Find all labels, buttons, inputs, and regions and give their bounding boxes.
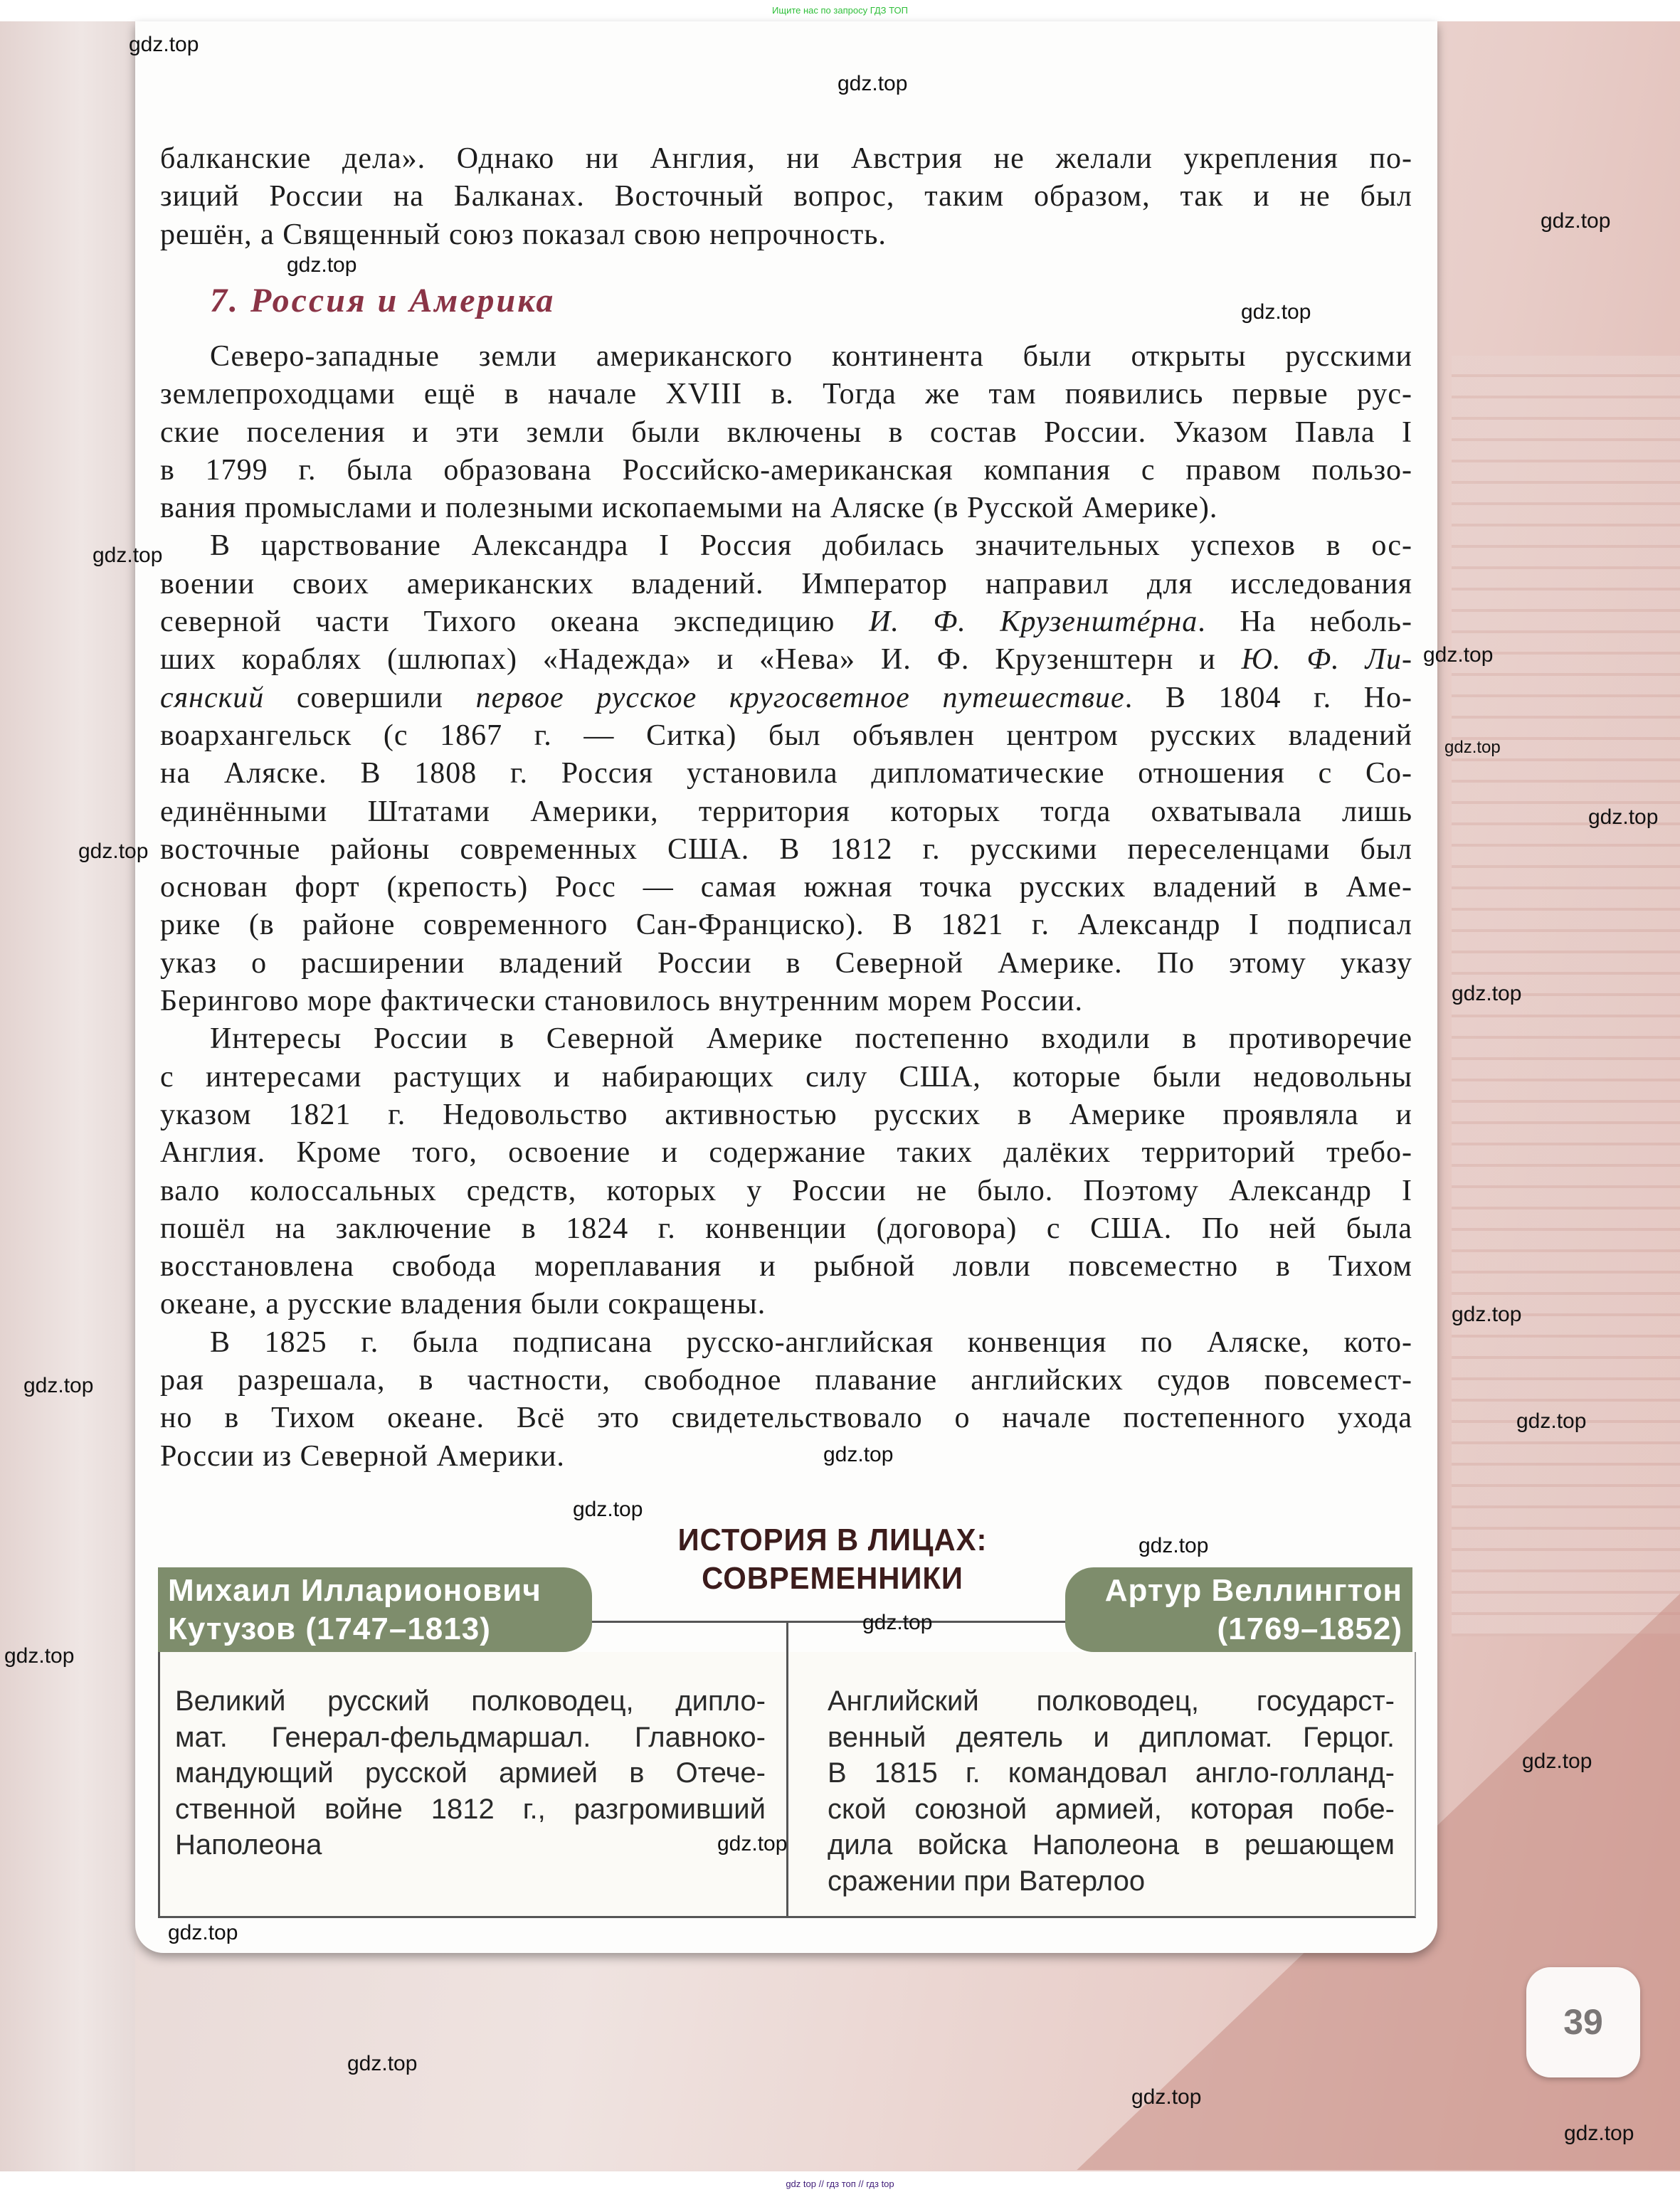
text-line: [828, 1720, 1395, 1756]
column-divider: [786, 1621, 788, 1918]
watermark: gdz.top: [838, 72, 908, 95]
italic-term: Ю. Ф. Ли-: [1241, 643, 1413, 677]
text-span: мат. Генерал-фельдмаршал. Главноко-: [175, 1721, 766, 1753]
text-span: северной части Тихого океана экспедицию: [160, 605, 870, 639]
text-span: указом 1821 г. Недовольство активностью русских в Америке проявляла и: [160, 1098, 1412, 1131]
text-line: [160, 983, 1412, 1020]
text-span: единёнными Штатами Америки, территория которых тогда охватывала лишь: [160, 795, 1412, 828]
text-line: [828, 1683, 1395, 1720]
book-gutter: [0, 21, 135, 2171]
paragraph: [160, 338, 1412, 527]
text-span: воархангельск (с 1867 г. — Ситка) был объявлен центром русских владений: [160, 719, 1412, 752]
page-number: 39: [1526, 1967, 1640, 2077]
text-span: венный деятель и дипломат. Герцог.: [828, 1721, 1395, 1753]
watermark: gdz.top: [1452, 1303, 1522, 1326]
text-line: [160, 793, 1412, 831]
box-title: [616, 1521, 1049, 1598]
section-heading: 7. Россия и Америка: [210, 282, 556, 319]
text-line: [160, 178, 1412, 216]
box-top-rule: [592, 1621, 1065, 1623]
text-line: [160, 1134, 1412, 1172]
text-line: [160, 216, 1412, 254]
text-span: землепроходцами ещё в начале XVIII в. Тогда же там появились первые рус-: [160, 378, 1412, 411]
text-line: [160, 527, 1412, 565]
text-line: [828, 1755, 1395, 1791]
text-span: с интересами растущих и набирающих силу США, которые были недовольны: [160, 1060, 1412, 1094]
watermark: gdz.top: [862, 1611, 933, 1634]
italic-term: И. Ф. Крузенштéрна: [869, 605, 1198, 639]
text-line: [175, 1755, 766, 1791]
text-span: океане, а русские владения были сокращены.: [160, 1288, 766, 1321]
text-span: Берингово море фактически становилось внутренним морем России.: [160, 985, 1083, 1018]
kutuzov-years: Кутузов (1747–1813): [168, 1611, 491, 1646]
kutuzov-name: Михаил Илларионович: [168, 1573, 541, 1608]
text-line: [160, 641, 1412, 679]
text-line: [160, 603, 1412, 641]
text-line: [160, 831, 1412, 869]
text-line: [828, 1827, 1395, 1863]
text-span: Интересы России в Северной Америке постепенно входили в противоречие: [210, 1022, 1412, 1056]
text-line: [160, 906, 1412, 944]
watermark: gdz.top: [93, 544, 163, 567]
watermark: gdz.top: [4, 1644, 75, 1668]
text-line: [175, 1720, 766, 1756]
text-span: сражении при Ватерлоо: [828, 1865, 1146, 1897]
text-line: [160, 717, 1412, 755]
text-line: [160, 755, 1412, 793]
text-line: [160, 1210, 1412, 1248]
text-span: в 1799 г. была образована Российско-американская компания с правом пользо-: [160, 453, 1412, 487]
text-span: ские поселения и эти земли были включены в состав России. Указом Павла I: [160, 415, 1412, 449]
watermark: gdz.top: [1139, 1534, 1209, 1557]
watermark: gdz.top: [1522, 1749, 1592, 1773]
text-span: Англия. Кроме того, освоение и содержание таких далёких территорий требо-: [160, 1136, 1412, 1170]
text-span: . На неболь-: [1198, 605, 1412, 639]
text-span: рая разрешала, в частности, свободное плавание английских судов повсемест-: [160, 1364, 1412, 1397]
text-line: [160, 1438, 1412, 1476]
watermark: gdz.top: [1444, 738, 1501, 757]
text-span: на Аляске. В 1808 г. Россия установила дипломатические отношения с Со-: [160, 757, 1412, 790]
wellington-description: [828, 1683, 1395, 1899]
footer-banner: gdz top // гдз топ // гдз top: [0, 2171, 1680, 2197]
text-span: . В 1804 г. Но-: [1124, 681, 1413, 714]
watermark: gdz.top: [573, 1498, 643, 1521]
wellington-label: [1065, 1567, 1412, 1652]
watermark: gdz.top: [823, 1443, 894, 1466]
watermark: gdz.top: [717, 1832, 788, 1855]
watermark: gdz.top: [1452, 982, 1522, 1005]
watermark: gdz.top: [78, 840, 149, 863]
text-span: России из Северной Америки.: [160, 1439, 565, 1473]
italic-term: первое русское кругосветное путешествие: [475, 681, 1125, 714]
watermark: gdz.top: [23, 1374, 94, 1397]
text-line: [160, 1362, 1412, 1399]
intro-paragraph: [160, 140, 1412, 254]
kutuzov-description: [175, 1683, 766, 1863]
text-line: [160, 1059, 1412, 1096]
text-line: [160, 1248, 1412, 1286]
watermark: gdz.top: [287, 253, 357, 277]
watermark: gdz.top: [1241, 300, 1311, 324]
text-span: рике (в районе современного Сан-Франциско). В 1821 г. Александр I подписал: [160, 909, 1412, 942]
text-span: вания промыслами и полезными ископаемыми на Аляске (в Русской Америке).: [160, 492, 1218, 525]
text-span: совершили: [264, 681, 476, 714]
text-span: Северо-западные земли американского континента были открыты русскими: [210, 340, 1412, 373]
text-line: [160, 566, 1412, 603]
text-line: [160, 1172, 1412, 1210]
text-line: [160, 452, 1412, 489]
text-line: [160, 679, 1412, 717]
text-line: [160, 1324, 1412, 1362]
text-span: Великий русский полководец, дипло-: [175, 1685, 766, 1717]
top-banner: Ищите нас по запросу ГДЗ ТОП: [0, 0, 1680, 21]
text-span: Английский полководец, государст-: [828, 1685, 1395, 1717]
text-line: [160, 1399, 1412, 1437]
watermark: gdz.top: [1588, 805, 1659, 829]
text-line: [160, 1020, 1412, 1058]
paragraph: [160, 1324, 1412, 1476]
wellington-years: (1769–1852): [1217, 1611, 1402, 1646]
text-line: [160, 338, 1412, 376]
watermark: gdz.top: [347, 2052, 418, 2075]
paragraph: [160, 1020, 1412, 1323]
text-line: [160, 489, 1412, 527]
text-span: ших кораблях (шлюпах) «Надежда» и «Нева» И. Ф. Крузенштерн и: [160, 643, 1242, 677]
text-span: В 1825 г. была подписана русско-английская конвенция по Аляске, кото-: [210, 1325, 1412, 1359]
text-span: основан форт (крепость) Росс — самая южная точка русских владений в Аме-: [160, 871, 1412, 904]
text-line: [160, 376, 1412, 413]
text-line: [160, 945, 1412, 983]
text-span: воении своих американских владений. Император направил для исследования: [160, 567, 1412, 600]
paragraph: [160, 527, 1412, 1020]
text-span: В царствование Александра I Россия добилась значительных успехов в ос-: [210, 529, 1412, 563]
watermark: gdz.top: [1131, 2085, 1202, 2109]
text-span: восстановлена свобода мореплавания и рыбной ловли повсеместно в Тихом: [160, 1250, 1412, 1283]
text-line: [175, 1683, 766, 1720]
text-line: [828, 1863, 1395, 1900]
text-line: [160, 1286, 1412, 1323]
text-span: пошёл на заключение в 1824 г. конвенции (договора) с США. По ней была: [160, 1212, 1412, 1245]
watermark: gdz.top: [168, 1921, 238, 1944]
watermark: gdz.top: [1541, 209, 1611, 233]
text-line: [175, 1791, 766, 1828]
box-title-line1: ИСТОРИЯ В ЛИЦАХ:: [677, 1523, 988, 1557]
text-line: [160, 1096, 1412, 1134]
text-span: дила войска Наполеона в решающем: [828, 1829, 1395, 1860]
text-span: балканские дела». Однако ни Англия, ни Австрия не желали укрепления по-: [160, 142, 1412, 175]
text-span: ской союзной армией, которая побе-: [828, 1793, 1395, 1825]
watermark: gdz.top: [1423, 643, 1494, 667]
italic-term: сянский: [160, 681, 265, 714]
text-span: Наполеона: [175, 1829, 322, 1860]
text-span: указ о расширении владений России в Северной Америке. По этому указу: [160, 946, 1412, 980]
watermark: gdz.top: [1564, 2122, 1634, 2145]
watermark: gdz.top: [129, 33, 199, 56]
watermark: gdz.top: [1516, 1409, 1587, 1433]
text-span: восточные районы современных США. В 1812 г. русскими переселенцами был: [160, 832, 1412, 866]
wellington-name: Артур Веллингтон: [1104, 1573, 1402, 1608]
box-title-line2: СОВРЕМЕННИКИ: [702, 1561, 963, 1596]
text-line: [160, 140, 1412, 178]
text-span: В 1815 г. командовал англо-голланд-: [828, 1757, 1395, 1789]
text-line: [828, 1791, 1395, 1828]
text-line: [160, 869, 1412, 906]
main-text: [160, 338, 1412, 1476]
text-line: [175, 1827, 766, 1863]
text-span: зиций России на Балканах. Восточный вопрос, таким образом, так и не был: [160, 180, 1412, 213]
text-span: мандующий русской армией в Отече-: [175, 1757, 766, 1789]
text-span: но в Тихом океане. Всё это свидетельствовало о начале постепенного ухода: [160, 1402, 1412, 1435]
kutuzov-label: [158, 1567, 592, 1652]
text-line: [160, 414, 1412, 452]
text-span: решён, а Священный союз показал свою непрочность.: [160, 218, 887, 251]
text-span: вало колоссальных средств, которых у России не было. Поэтому Александр I: [160, 1174, 1412, 1207]
text-span: ственной войне 1812 г., разгромивший: [175, 1793, 766, 1825]
